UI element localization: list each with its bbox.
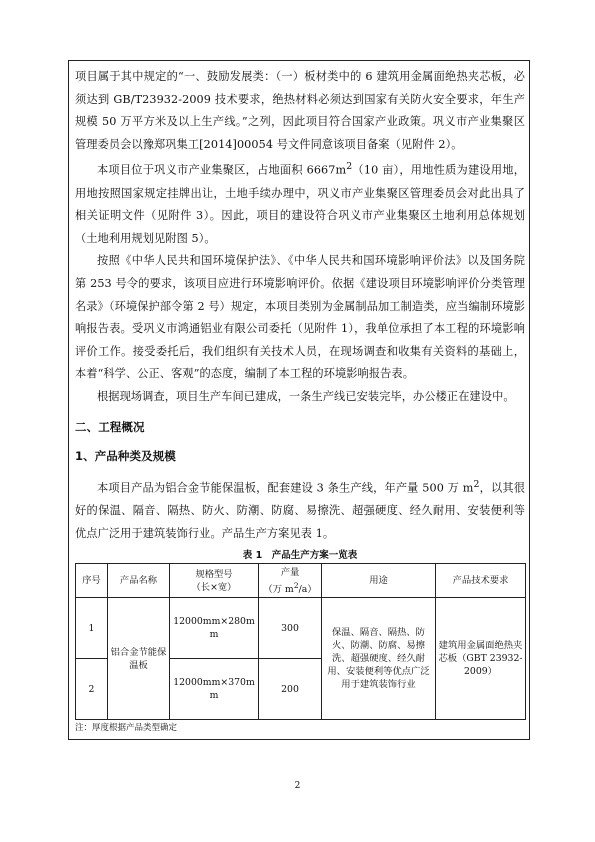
production-plan-table	[75, 563, 526, 720]
header-output-line2-a: （万 m	[263, 583, 294, 595]
cell-output: 200	[259, 659, 322, 720]
header-spec-line2: （长×宽）	[191, 581, 237, 593]
paragraph-location-text-a: 本项目位于巩义市产业集聚区，占地面积 6667m	[97, 164, 347, 178]
superscript: 2	[473, 478, 480, 490]
superscript: 2	[346, 161, 353, 173]
header-name: 产品名称	[108, 564, 170, 598]
cell-seq: 2	[76, 659, 108, 720]
cell-spec: 12000mm×370mm	[170, 659, 259, 720]
paragraph-location	[75, 156, 525, 250]
paragraph-product-text-a: 本项目产品为铝合金节能保温板，配套建设 3 条生产线，年产量 500 万 m	[97, 481, 474, 495]
header-output-line2-b: /a）	[298, 583, 317, 595]
paragraph-product-text-b: ，以其很好的保温、隔音、隔热、防火、防潮、防腐、易擦洗、超强硬度、经久耐用、安装便利等优点广泛用于建筑装饰行业。产品生产方案见表 1。	[75, 481, 525, 540]
page-number: 2	[294, 781, 301, 791]
paragraph-policy: 项目属于其中规定的“一、鼓励发展类：（一）板材类中的 6 建筑用金属面绝热夹芯板，必须达到 GB/T23932-2009 技术要求，绝热材料必须达到国家有关防火安全要求，年生产规模 50 万平方米及以上生产线。”之列，因此项目符合国家产业政策。巩义市产业集聚区管理委员会以豫郑巩集工[2014]00054 号文件同意该项目备案（见附件 2）。	[75, 70, 525, 151]
paragraph-product	[75, 474, 525, 546]
superscript: 2	[293, 580, 299, 590]
paragraph-location-text-b: （10 亩），用地性质为建设用地，用地按照国家规定挂牌出让，土地手续办理中，巩义市产业集聚区管理委员会对此出具了相关证明文件（见附件 3）。因此，项目的建设符合巩义市产业集聚区土地利用总体规划（土地利用规划见附图 5）。	[75, 164, 525, 245]
table-header-row	[76, 564, 526, 598]
section-heading: 二、工程概况	[75, 419, 145, 434]
document-body	[75, 66, 525, 733]
header-usage: 用途	[322, 564, 436, 598]
cell-spec: 12000mm×280mm	[170, 598, 259, 659]
cell-usage: 保温、隔音、隔热、防火、防潮、防腐、易擦洗、超强硬度、经久耐用、安装便利等优点广泛用于建筑装饰行业	[322, 598, 436, 720]
cell-seq: 1	[76, 598, 108, 659]
cell-tech: 建筑用金属面绝热夹芯板（GBT 23932-2009）	[436, 598, 526, 720]
cell-output: 300	[259, 598, 322, 659]
subsection-heading: 1、产品种类及规模	[75, 448, 176, 463]
header-spec-line1: 规格型号	[195, 568, 233, 580]
paragraph-site-status: 根据现场调查，项目生产车间已建成，一条生产线已安装完毕，办公楼正在建设中。	[97, 390, 515, 404]
table-note: 注：厚度根据产品类型确定	[75, 723, 178, 734]
table-caption: 表 1 产品生产方案一览表	[242, 550, 358, 562]
header-tech: 产品技术要求	[436, 564, 526, 598]
header-output	[259, 564, 322, 598]
header-spec	[170, 564, 259, 598]
header-seq: 序号	[76, 564, 108, 598]
cell-product-name: 铝合金节能保温板	[108, 598, 170, 720]
header-output-line1: 产量	[280, 566, 300, 578]
table-row	[76, 598, 526, 659]
paragraph-eia-basis: 按照《中华人民共和国环境保护法》、《中华人民共和国环境影响评价法》以及国务院第 253 号令的要求，该项目应进行环境影响评价。依据《建设项目环境影响评价分类管理名录》（环境保护部令第 2 号）规定，本项目类别为金属制品加工制造类，应当编制环境影响报告表。受巩义市鸿通铝业有限公司委托（见附件 1），我单位承担了本工程的环境影响评价工作。接受委托后，我们组织有关技术人员，在现场调查和收集有关资料的基础上，本着“科学、公正、客观”的态度，编制了本工程的环境影响报告表。	[75, 254, 525, 381]
